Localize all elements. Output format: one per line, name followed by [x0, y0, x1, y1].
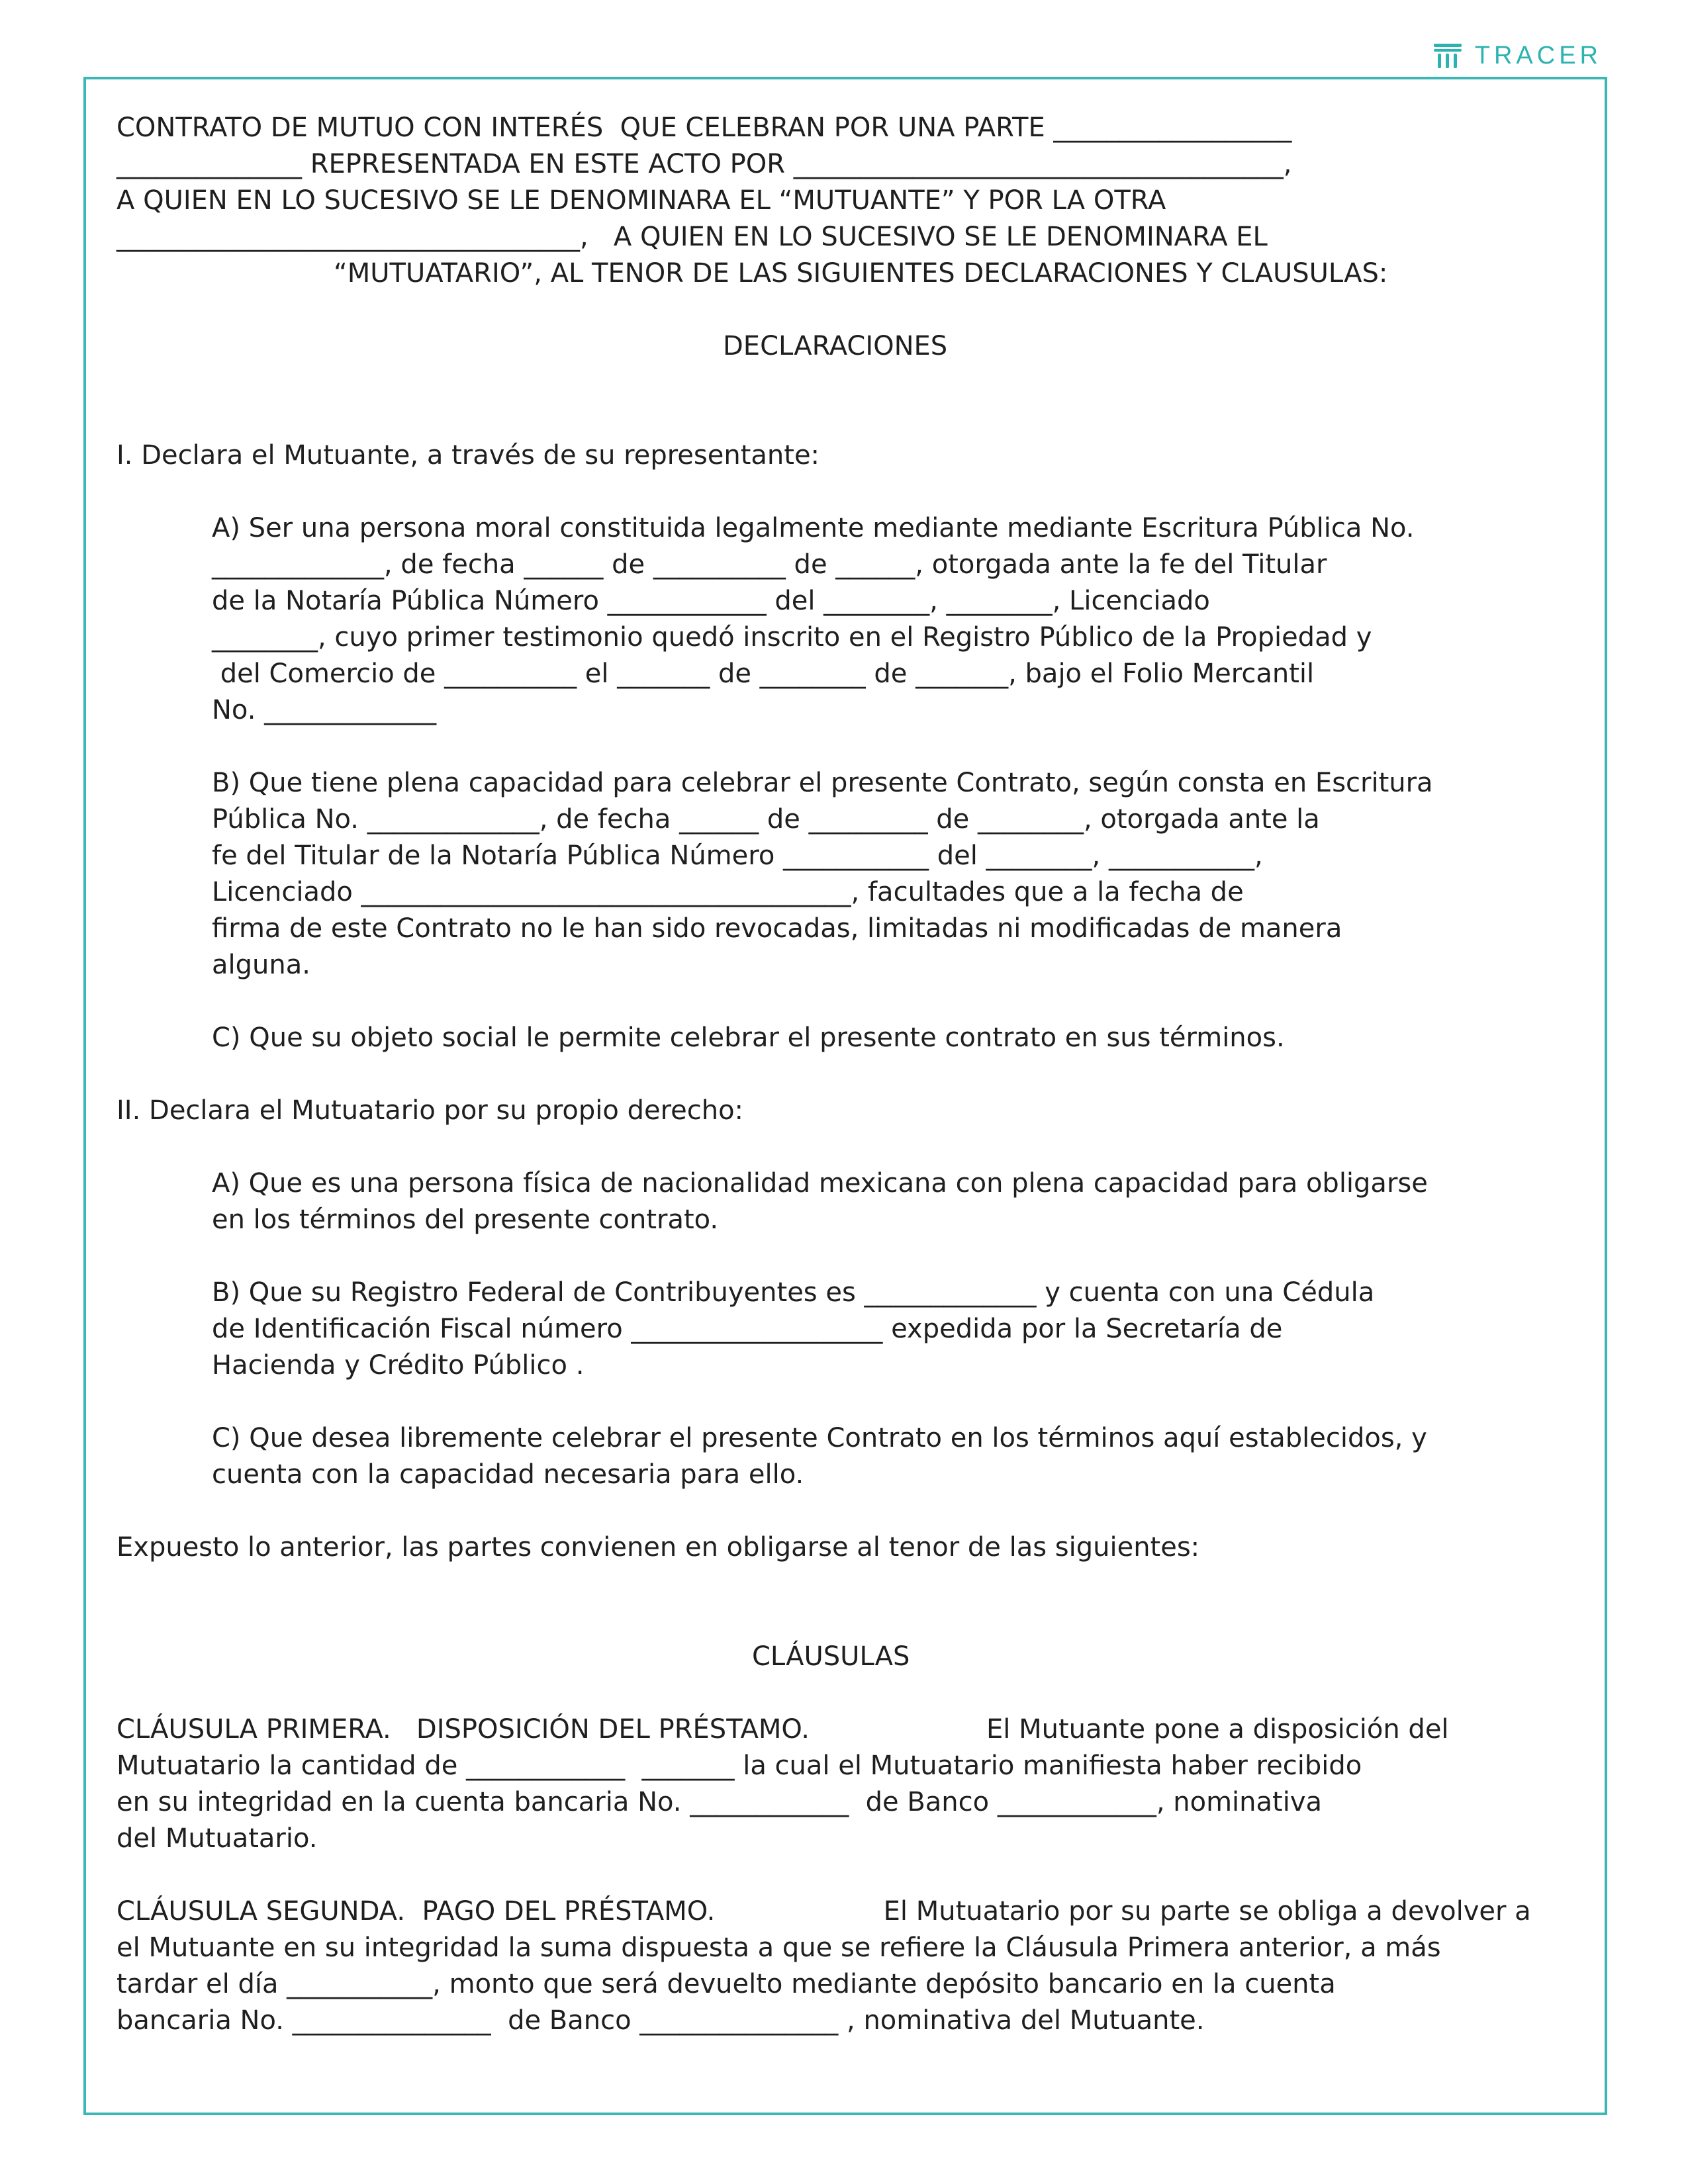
- paragraph-line: CLÁUSULA PRIMERA. DISPOSICIÓN DEL PRÉSTAMO. El Mutuante pone a disposición del: [117, 1714, 1449, 1745]
- paragraph-line: de la Notaría Pública Número ____________ del ________, ________, Licenciado: [212, 586, 1210, 616]
- paragraph-line: firma de este Contrato no le han sido revocadas, limitadas ni modificadas de manera: [212, 913, 1342, 944]
- paragraph-line: A) Ser una persona moral constituida legalmente mediante mediante Escritura Pública No.: [212, 513, 1415, 543]
- paragraph-line: tardar el día ___________, monto que será devuelto mediante depósito bancario en la cuenta: [117, 1969, 1336, 1999]
- paragraph-line: A) Que es una persona física de nacionalidad mexicana con plena capacidad para obligarse: [212, 1168, 1428, 1199]
- brand-name: TRACER: [1474, 41, 1602, 69]
- paragraph-line: No. _____________: [212, 695, 437, 725]
- paragraph-line: en los términos del presente contrato.: [212, 1205, 719, 1235]
- paragraph-line: del Comercio de __________ el _______ de ________ de _______, bajo el Folio Mercantil: [212, 659, 1315, 689]
- declaration-ii-heading: II. Declara el Mutuatario por su propio derecho:: [117, 1095, 744, 1126]
- declaration-i-heading: I. Declara el Mutuante, a través de su representante:: [117, 440, 820, 471]
- declaration-i-b: [117, 765, 1500, 983]
- intro-line: CONTRATO DE MUTUO CON INTERÉS QUE CELEBRAN POR UNA PARTE __________________: [117, 113, 1292, 143]
- paragraph-line: Hacienda y Crédito Público .: [212, 1350, 585, 1381]
- paragraph-line: ________, cuyo primer testimonio quedó inscrito en el Registro Público de la Propiedad y: [212, 622, 1372, 653]
- intro-line: ___________________________________, A QUIEN EN LO SUCESIVO SE LE DENOMINARA EL: [117, 222, 1268, 252]
- brand-logo: [1432, 41, 1602, 70]
- paragraph-line: CLÁUSULA SEGUNDA. PAGO DEL PRÉSTAMO. El Mutuatario por su parte se obliga a devolver a: [117, 1896, 1531, 1927]
- clausula-segunda: [117, 1893, 1531, 2039]
- paragraph-line: alguna.: [212, 950, 310, 980]
- declaration-ii-a: [117, 1165, 1500, 1238]
- declaration-ii-b: [117, 1275, 1500, 1384]
- paragraph-line: _____________, de fecha ______ de __________ de ______, otorgada ante la fe del Titular: [212, 549, 1327, 580]
- clausula-primera: [117, 1711, 1500, 1857]
- paragraph-line: bancaria No. _______________ de Banco _______________ , nominativa del Mutuante.: [117, 2005, 1205, 2036]
- contract-intro: [117, 110, 1500, 292]
- paragraph-line: B) Que su Registro Federal de Contribuyentes es _____________ y cuenta con una Cédula: [212, 1277, 1375, 1308]
- clausulas-heading: CLÁUSULAS: [752, 1641, 910, 1672]
- paragraph-line: Pública No. _____________, de fecha ______ de _________ de ________, otorgada ante la: [212, 804, 1320, 835]
- paragraph-line: cuenta con la capacidad necesaria para ello.: [212, 1459, 804, 1490]
- paragraph-line: fe del Titular de la Notaría Pública Número ___________ del ________, ___________,: [212, 841, 1263, 871]
- paragraph-line: Mutuatario la cantidad de ____________ _______ la cual el Mutuatario manifiesta haber recibido: [117, 1751, 1362, 1781]
- paragraph-line: B) Que tiene plena capacidad para celebrar el presente Contrato, según consta en Escritura: [212, 768, 1433, 798]
- intro-line: “MUTUATARIO”, AL TENOR DE LAS SIGUIENTES DECLARACIONES Y CLAUSULAS:: [334, 258, 1388, 289]
- intro-line: A QUIEN EN LO SUCESIVO SE LE DENOMINARA EL “MUTUANTE” Y POR LA OTRA: [117, 185, 1166, 216]
- declaration-ii-c: [117, 1420, 1500, 1493]
- declaraciones-heading: DECLARACIONES: [723, 331, 948, 361]
- paragraph-line: el Mutuante en su integridad la suma dispuesta a que se refiere la Cláusula Primera anterior, a más: [117, 1933, 1441, 1963]
- paragraph-line: del Mutuatario.: [117, 1823, 318, 1854]
- tracer-logo-icon: [1432, 41, 1463, 70]
- declaration-i-a: [117, 510, 1500, 729]
- expuesto-paragraph: Expuesto lo anterior, las partes convienen en obligarse al tenor de las siguientes:: [117, 1532, 1200, 1563]
- paragraph-line: C) Que desea libremente celebrar el presente Contrato en los términos aquí establecidos, y: [212, 1423, 1427, 1453]
- paragraph-line: en su integridad en la cuenta bancaria No. ____________ de Banco ____________, nominativa: [117, 1787, 1322, 1817]
- declaration-i-c: C) Que su objeto social le permite celebrar el presente contrato en sus términos.: [212, 1023, 1285, 1053]
- paragraph-line: de Identificación Fiscal número ___________________ expedida por la Secretaría de: [212, 1314, 1283, 1344]
- intro-line: ______________ REPRESENTADA EN ESTE ACTO POR _____________________________________,: [117, 149, 1292, 179]
- contract-document: [117, 110, 1531, 2039]
- paragraph-line: Licenciado _____________________________________, facultades que a la fecha de: [212, 877, 1244, 907]
